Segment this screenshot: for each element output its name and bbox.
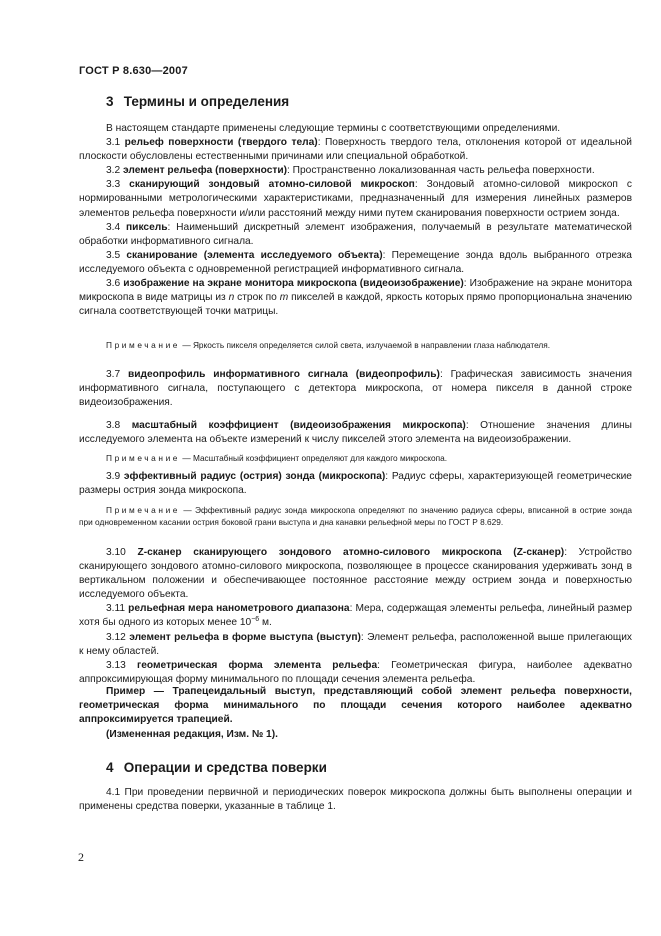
example-block bbox=[79, 685, 632, 742]
term-3-3: 3.3 сканирующий зондовый атомно-силовой микроскоп: Зондовый атомно-силовой микроскоп с нормированными метрологическими характеристиками, предназначенный для измерения линейных размеров элементов рельефа поверхности и/или расстояний между ними путем сканирования поверхности острием зонда. bbox=[79, 179, 632, 219]
term-3-5: 3.5 сканирование (элемента исследуемого объекта): Перемещение зонда вдоль выбранного отрезка исследуемого объекта с одновременной регистрацией информативного сигнала. bbox=[79, 249, 632, 275]
note-1: Примечание — Яркость пикселя определяется силой света, излучаемой в направлении глаза наблюдателя. bbox=[106, 340, 551, 350]
term-3-7: 3.7 видеопрофиль информативного сигнала (видеопрофиль): Графическая зависимость значения информативного сигнала, поступающего с детектора микроскопа, от номера пикселя в данной строке видеоизображения. bbox=[79, 369, 632, 409]
term-3-10: 3.10 Z-сканер сканирующего зондового атомно-силового микроскопа (Z-сканер): Устройство сканирующего зондового атомно-силового микроскопа, позволяющее в процессе сканирования удерживать зонд в вертикальном положении и обеспечивающее постоянное расстояние между острием зонда и поверхностью исследуемого объекта. bbox=[79, 547, 632, 601]
note-2: Примечание — Масштабный коэффициент определяют для каждого микроскопа. bbox=[106, 453, 448, 463]
term-3-6: 3.6 изображение на экране монитора микроскопа (видеоизображение): Изображение на экране монитора микроскопа в виде матрицы из n строк по m пикселей в каждой, яркость которых прямо пропорциональна значению сигнала соответствующей точки матрицы. bbox=[79, 278, 632, 318]
paragraph-4-1: 4.1 При проведении первичной и периодических поверок микроскопа должны быть выполнены операции и применены средства поверки, указанные в таблице 1. bbox=[79, 787, 632, 813]
intro-paragraph: В настоящем стандарте применены следующие термины с соответствующими определениями. bbox=[106, 123, 561, 134]
term-3-4: 3.4 пиксель: Наименьший дискретный элемент изображения, получаемый в результате математической обработки информативного сигнала. bbox=[79, 221, 632, 247]
note-3: Примечание — Эффективный радиус зонда микроскопа определяют по значению радиуса сферы, вписанной в острие зонда при одновременном касании острия боковой грани выступа и дна канавки рельефной меры по ГОСТ Р 8.629. bbox=[79, 505, 632, 528]
section-4-body bbox=[79, 786, 632, 814]
section-4-heading bbox=[106, 760, 327, 775]
section-4-number: 4 bbox=[106, 760, 114, 775]
term-3-8-block bbox=[79, 419, 632, 447]
term-3-7-block bbox=[79, 368, 632, 410]
revision-note: (Измененная редакция, Изм. № 1). bbox=[106, 728, 278, 740]
term-3-9: 3.9 эффективный радиус (острия) зонда (микроскопа): Радиус сферы, характеризующей геометрические размеры острия зонда микроскопа. bbox=[79, 471, 632, 497]
term-3-11: 3.11 рельефная мера нанометрового диапазона: Мера, содержащая элементы рельефа, линейный размер хотя бы одного из которых менее $10^{-6}$ м. bbox=[79, 603, 632, 629]
term-3-13: 3.13 геометрическая форма элемента рельефа: Геометрическая фигура, наиболее адекватно аппроксимирующая форму минимального по площади сечения элемента рельефа. bbox=[79, 659, 632, 685]
term-3-2: 3.2 элемент рельефа (поверхности): Пространственно локализованная часть рельефа поверхности. bbox=[106, 165, 595, 177]
section-3-body bbox=[79, 122, 632, 319]
terms-3-10-to-3-13 bbox=[79, 546, 632, 687]
page-number: 2 bbox=[78, 850, 84, 864]
section-4-title: Операции и средства поверки bbox=[123, 760, 327, 775]
term-3-8: 3.8 масштабный коэффициент (видеоизображения микроскопа): Отношение значения длины исследуемого элемента на объекте измерений к числу пикселей этого элемента на видеоизображении. bbox=[79, 420, 632, 446]
term-3-9-block bbox=[79, 470, 632, 498]
section-3-heading bbox=[106, 94, 289, 109]
term-3-12: 3.12 элемент рельефа в форме выступа (выступ): Элемент рельефа, расположенной выше прилегающих к нему областей. bbox=[79, 631, 632, 657]
term-3-1: 3.1 рельеф поверхности (твердого тела): Поверхность твердого тела, отклонения которой от идеальной плоскости обусловлены естественными причинами или специальной обработкой. bbox=[79, 137, 632, 163]
document-header: ГОСТ Р 8.630—2007 bbox=[79, 65, 188, 77]
example-paragraph: Пример — Трапецеидальный выступ, представляющий собой элемент рельефа поверхности, геометрическая форма минимального по площади сечения которого наиболее адекватно аппроксимируется трапецией. bbox=[79, 686, 632, 726]
section-3-number: 3 bbox=[106, 94, 114, 109]
section-3-title: Термины и определения bbox=[123, 94, 290, 109]
